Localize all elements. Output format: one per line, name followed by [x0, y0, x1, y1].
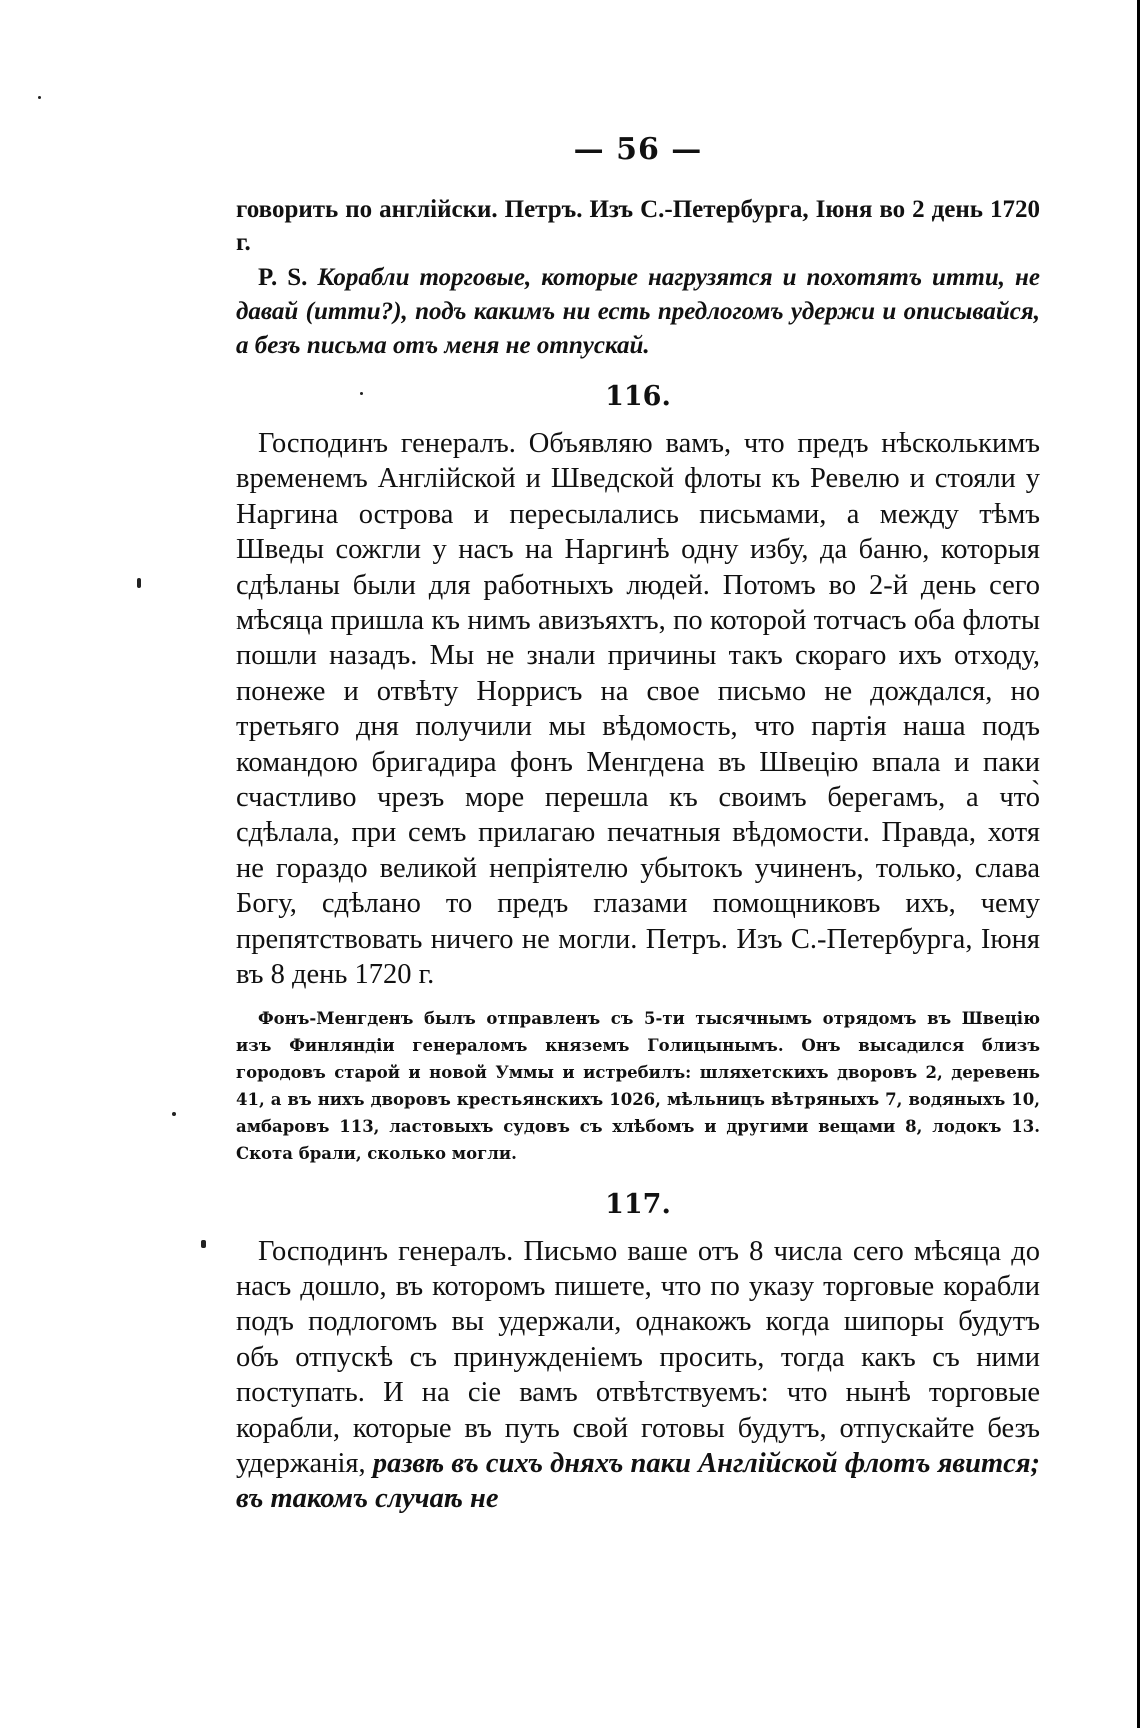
- speck-mark: [201, 1240, 206, 1248]
- page-number: — 56 —: [573, 132, 703, 167]
- speck-mark: [38, 96, 41, 99]
- postscript-label: P. S.: [258, 264, 308, 291]
- letter-116-number: 116.: [605, 381, 671, 412]
- text-column: [236, 132, 1040, 1517]
- opening-text: говорить по англійски. Петръ. Изъ С.-Петербурга, Іюня во 2 день 1720 г.: [236, 196, 1040, 256]
- letter-116-body: Господинъ генералъ. Объявляю вамъ, что предъ нѣсколькимъ временемъ Англійской и Шведской флоты къ Ревелю и стояли у Наргина острова и пересылались письмами, а между тѣмъ Шведы сожгли у насъ на Наргинѣ одну избу, да баню, которыя сдѣланы были для работныхъ людей. Потомъ во 2-й день сего мѣсяца пришла къ нимъ авизъяхтъ, по которой тотчасъ оба флоты пошли назадъ. Мы не знали причины такъ скораго ихъ отходу, понеже и отвѣту Норрисъ на свое письмо не дождался, но третьяго дня получили мы вѣдомость, что партія наша подъ командою бригадира фонъ Менгдена въ Швецію впала и паки счастливо чрезъ море перешла къ своимъ берегамъ, а что̀ сдѣлала, при семъ прилагаю печатныя вѣдомости. Правда, хотя не гораздо великой непріятелю убытокъ учиненъ, только, слава Богу, сдѣлано то предъ глазами помощниковъ ихъ, чему препятствовать ничего не могли. Петръ. Изъ С.-Петербурга, Іюня въ 8 день 1720 г.: [236, 428, 1040, 991]
- speck-mark: [172, 1112, 176, 1116]
- letter-117-italic-tail: развѣ въ сихъ дняхъ паки Англійской флотъ явится; въ такомъ случаѣ не: [236, 1447, 1041, 1515]
- letter-117-body: [236, 1234, 1040, 1517]
- speck-mark: [137, 578, 141, 588]
- letter-117-text: Господинъ генералъ. Письмо ваше отъ 8 числа сего мѣсяца до насъ дошло, въ которомъ пишете, что по указу торговые корабли подъ подлогомъ вы удержали, однакожъ когда шипоры будутъ объ отпускѣ съ принужденіемъ просить, тогда какъ съ ними поступать. И на сіе вамъ отвѣтствуемъ: что нынѣ торговые корабли, которые въ путь свой готовы будутъ, отпускайте безъ удержанія,: [236, 1235, 1040, 1479]
- letter-117-number: 117.: [605, 1188, 671, 1220]
- postscript: [236, 261, 1040, 363]
- letter-116-footnote: Фонъ-Менгденъ былъ отправленъ съ 5-ти тысячнымъ отрядомъ въ Швецію изъ Финляндіи генераломъ княземъ Голицынымъ. Онъ высадился близъ городовъ старой и новой Уммы и истребилъ: шляхетскихъ дворовъ 2, деревень 41, а въ нихъ дворовъ крестьянскихъ 1026, мѣльницъ вѣтряныхъ 7, водяныхъ 10, амбаровъ 113, ластовыхъ судовъ съ хлѣбомъ и другими вещами 8, лодокъ 13. Скота брали, сколько могли.: [236, 1008, 1040, 1163]
- postscript-text: Корабли торговые, которые нагрузятся и похотятъ итти, не давай (итти?), подъ какимъ ни есть предлогомъ удержи и описывайся, а безъ письма отъ меня не отпускай.: [236, 264, 1040, 359]
